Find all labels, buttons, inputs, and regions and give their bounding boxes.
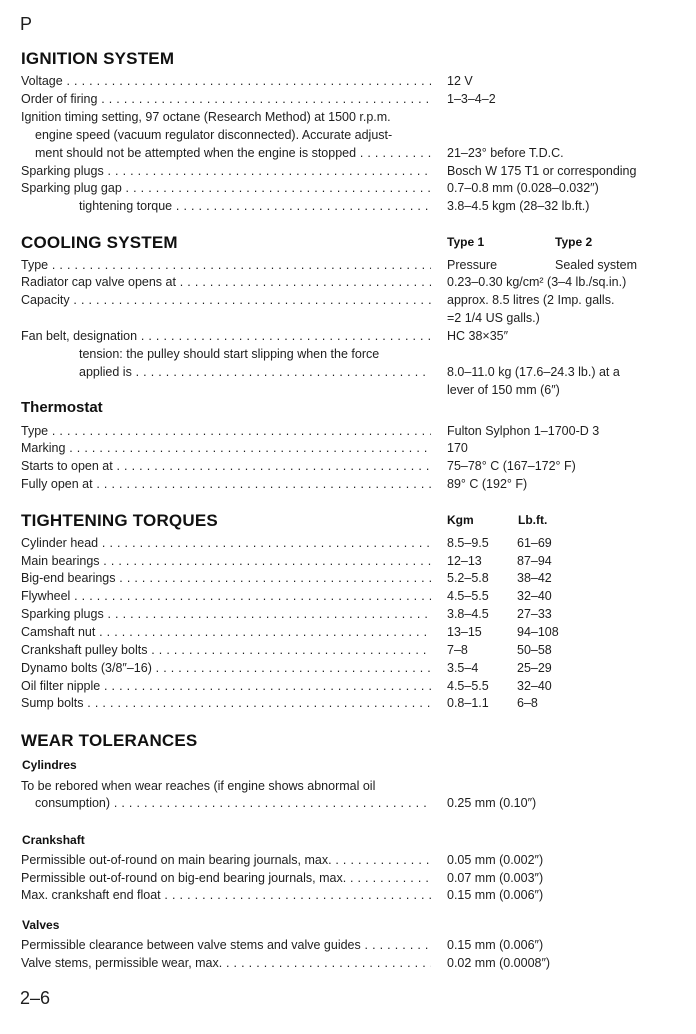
torque-row: Camshaft nut . . . 13–15 94–108: [21, 623, 671, 641]
spec-row: Valve stems, permissible wear, max. . . . 0.02 mm (0.0008″): [21, 954, 671, 972]
subsection-title-crankshaft: Crankshaft: [22, 833, 85, 847]
spec-row: Voltage . . . 12 V: [21, 72, 671, 90]
spec-row: Type . . . Pressure Sealed system: [21, 256, 671, 274]
spec-row: Order of firing . . . 1–3–4–2: [21, 90, 671, 108]
spec-row: =2 1/4 US galls.): [447, 311, 540, 325]
spec-row: Ignition timing setting, 97 octane (Research Method) at 1500 r.p.m.: [21, 110, 391, 124]
spec-row: Radiator cap valve opens at . . . 0.23–0.30 kg/cm² (3–4 lb./sq.in.): [21, 273, 671, 291]
spec-row: ment should not be attempted when the engine is stopped . . . 21–23° before T.D.C.: [21, 144, 671, 162]
section-title-wear: WEAR TOLERANCES: [21, 731, 198, 750]
spec-row: Fan belt, designation . . . HC 38×35″: [21, 327, 671, 345]
torque-row: Crankshaft pulley bolts . . . 7–8 50–58: [21, 641, 671, 659]
torque-row: Cylinder head . . . 8.5–9.5 61–69: [21, 534, 671, 552]
spec-row: Permissible out-of-round on main bearing journals, max. . . . 0.05 mm (0.002″): [21, 851, 671, 869]
column-header-kgm: Kgm: [447, 513, 474, 527]
subsection-title-cylinders: Cylindres: [22, 758, 77, 772]
torque-row: Oil filter nipple . . . 4.5–5.5 32–40: [21, 677, 671, 695]
column-header-lbft: Lb.ft.: [518, 513, 548, 527]
spec-row: Fully open at . . . 89° C (192° F): [21, 475, 671, 493]
subsection-title-thermostat: Thermostat: [21, 399, 103, 416]
spec-row: Starts to open at . . . 75–78° C (167–172° F): [21, 457, 671, 475]
spec-row: Type . . . Fulton Sylphon 1–1700-D 3: [21, 422, 671, 440]
spec-row: consumption) . . . 0.25 mm (0.10″): [21, 794, 671, 812]
section-title-cooling: COOLING SYSTEM: [21, 233, 178, 252]
column-header-type1: Type 1: [447, 235, 485, 249]
torque-row: Dynamo bolts (3/8″–16) . . . 3.5–4 25–29: [21, 659, 671, 677]
page-number: 2–6: [20, 988, 51, 1008]
column-header-type2: Type 2: [555, 235, 593, 249]
section-title-ignition: IGNITION SYSTEM: [21, 49, 175, 68]
torque-row: Big-end bearings . . . 5.2–5.8 38–42: [21, 569, 671, 587]
spec-row: engine speed (vacuum regulator disconnected). Accurate adjust-: [35, 128, 393, 142]
spec-row: Marking . . . 170: [21, 439, 671, 457]
torque-row: Flywheel . . . 4.5–5.5 32–40: [21, 587, 671, 605]
spec-row: Max. crankshaft end float . . . 0.15 mm (0.006″): [21, 886, 671, 904]
subsection-title-valves: Valves: [22, 918, 60, 932]
spec-row: Permissible clearance between valve stems and valve guides . . . 0.15 mm (0.006″): [21, 936, 671, 954]
torque-row: Sparking plugs . . . 3.8–4.5 27–33: [21, 605, 671, 623]
torque-row: Main bearings . . . 12–13 87–94: [21, 552, 671, 570]
spec-row: tension: the pulley should start slipping when the force: [79, 347, 380, 361]
spec-row: tightening torque . . . 3.8–4.5 kgm (28–32 lb.ft.): [21, 197, 671, 215]
spec-row: applied is . . . 8.0–11.0 kg (17.6–24.3 lb.) at a: [21, 363, 671, 381]
page-letter: P: [20, 14, 33, 34]
spec-row: lever of 150 mm (6″): [447, 383, 560, 397]
spec-row: Sparking plugs . . . Bosch W 175 T1 or corresponding: [21, 162, 671, 180]
spec-row: Permissible out-of-round on big-end bearing journals, max. . . . 0.07 mm (0.003″): [21, 869, 671, 887]
spec-row: Sparking plug gap . . . 0.7–0.8 mm (0.028–0.032″): [21, 179, 671, 197]
spec-row: To be rebored when wear reaches (if engine shows abnormal oil: [21, 779, 376, 793]
torque-row: Sump bolts . . . 0.8–1.1 6–8: [21, 694, 671, 712]
section-title-torques: TIGHTENING TORQUES: [21, 511, 218, 530]
spec-row: Capacity . . . approx. 8.5 litres (2 Imp. galls.: [21, 291, 671, 309]
